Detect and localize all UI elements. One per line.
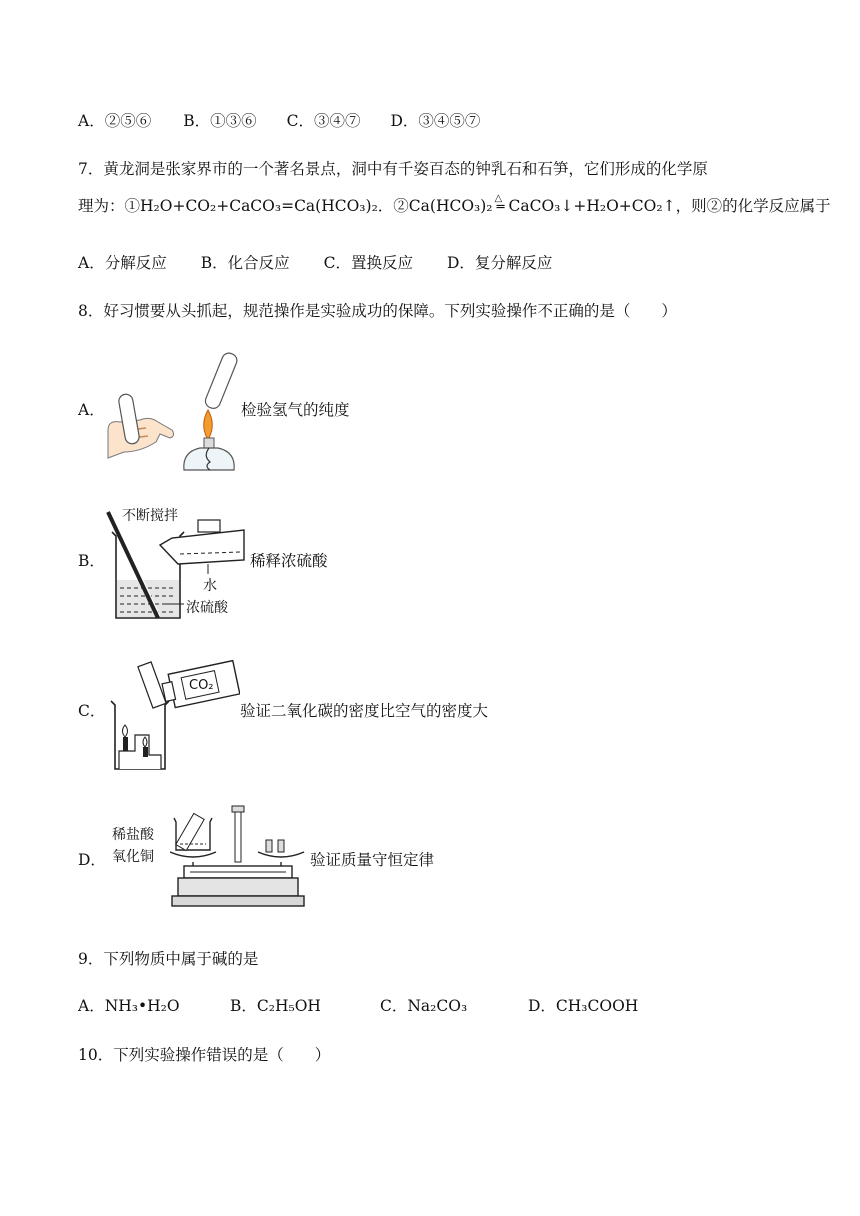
q8-d-letter: D．	[78, 851, 106, 869]
label-conc-acid: 浓硫酸	[186, 600, 228, 616]
q7-option-a: A．分解反应	[78, 254, 167, 272]
label-co2: CO₂	[189, 678, 214, 693]
q7-stem-line1: 7．黄龙洞是张家界市的一个著名景点，洞中有千姿百态的钟乳石和石笋，它们形成的化学原	[78, 160, 708, 178]
balance-mass-conservation-figure	[170, 800, 305, 915]
label-stir: 不断搅拌	[122, 508, 178, 524]
q8-stem: 8．好习惯要从头抓起，规范操作是实验成功的保障。下列实验操作不正确的是（ ）	[78, 302, 677, 320]
q7-option-b: B．化合反应	[200, 254, 290, 272]
q7-equation-line	[78, 193, 831, 218]
q9-option-c: C．Na₂CO₃	[380, 997, 468, 1015]
q7-option-c: C．置换反应	[323, 254, 413, 272]
q8-a-letter: A．	[78, 401, 105, 419]
q9-option-a: A．NH₃•H₂O	[78, 997, 180, 1015]
label-hcl: 稀盐酸	[112, 827, 154, 843]
label-cuo: 氧化铜	[112, 849, 154, 865]
q8-c-caption: 验证二氧化碳的密度比空气的密度大	[240, 702, 489, 720]
q7-eq-prefix: 理为：①	[78, 197, 141, 215]
q10-stem: 10．下列实验操作错误的是（ ）	[78, 1046, 331, 1064]
q7-eq2-right: CaCO₃↓+H₂O+CO₂↑	[508, 197, 676, 215]
q6-option-c: C．③④⑦	[286, 112, 361, 130]
q6-option-d: D．③④⑤⑦	[390, 112, 481, 130]
q6-option-a: A．②⑤⑥	[78, 112, 152, 130]
q9-option-d: D．CH₃COOH	[528, 997, 639, 1015]
q7-eq2-condition: △ ═	[494, 193, 505, 215]
q8-b-caption: 稀释浓硫酸	[250, 552, 328, 570]
q8-d-caption: 验证质量守恒定律	[310, 851, 435, 869]
q9-options	[78, 996, 638, 1016]
q8-a-caption: 检验氢气的纯度	[241, 401, 350, 419]
co2-density-figure	[105, 655, 240, 775]
label-water: 水	[203, 578, 217, 594]
q7-options	[78, 253, 552, 273]
hydrogen-purity-test-figure	[100, 350, 240, 475]
q7-eq-suffix: ，则②的化学反应属于	[675, 197, 831, 215]
q8-b-letter: B．	[78, 552, 105, 570]
q9-option-b: B．C₂H₅OH	[230, 997, 321, 1015]
q9-stem: 9．下列物质中属于碱的是	[78, 950, 259, 968]
q7-eq1: H₂O+CO₂+CaCO₃=Ca(HCO₃)₂．	[140, 197, 394, 215]
q6-options	[78, 111, 480, 131]
q7-eq2-left: ②Ca(HCO₃)₂	[393, 197, 493, 215]
q8-c-letter: C．	[78, 702, 106, 720]
q7-option-d: D．复分解反应	[446, 254, 553, 272]
q6-option-b: B．①③⑥	[183, 112, 257, 130]
